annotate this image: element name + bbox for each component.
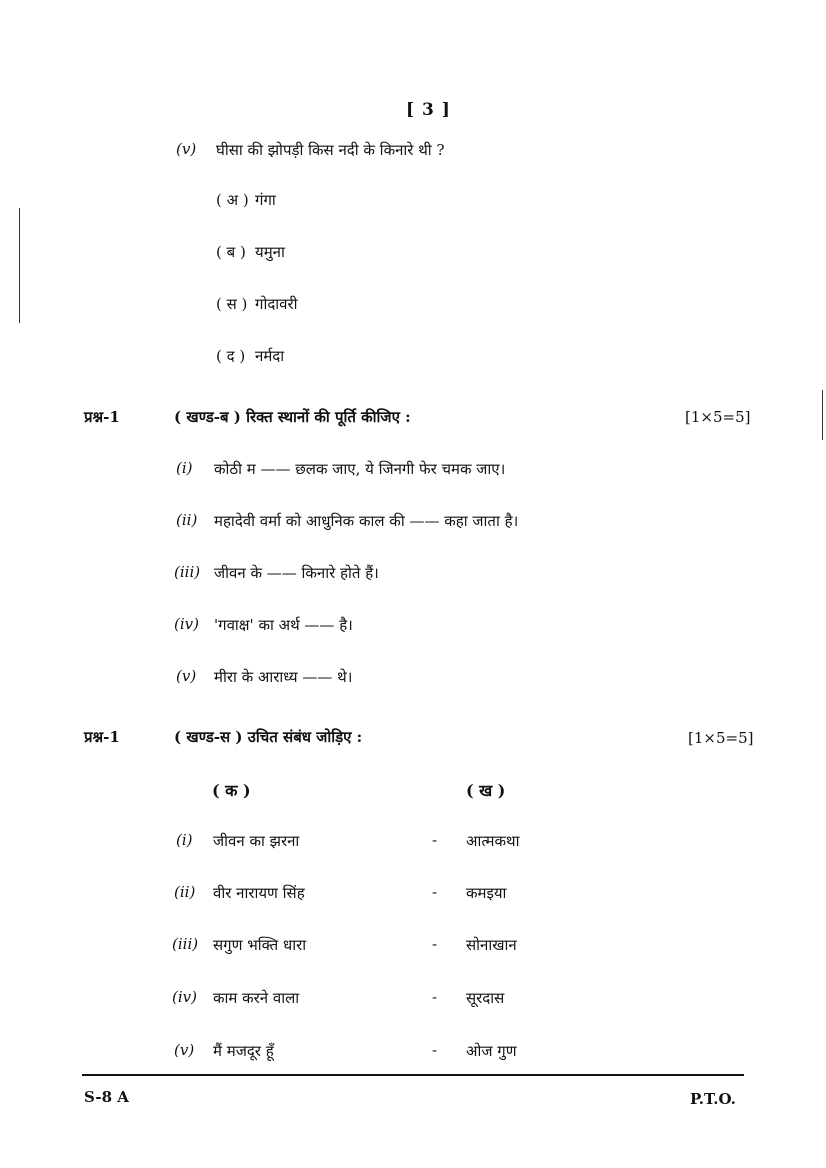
page-number: [ 3 ] [406,100,451,120]
section-b-marks: [1×5=5] [685,408,751,426]
section-b-qlabel: प्रश्न-1 [84,408,120,426]
match-row-dash: - [432,935,438,953]
match-row-left: मैं मजदूर हूँ [213,1042,274,1060]
match-row-number: (iii) [172,935,199,953]
section-b-title: ( खण्ड-ब ) रिक्त स्थानों की पूर्ति कीजिए : [174,408,411,426]
column-a-heading: ( क ) [212,781,251,800]
option-text-d: नर्मदा [255,347,285,365]
option-label-d: ( द ) [216,347,246,365]
section-c-qlabel: प्रश्न-1 [84,728,120,746]
match-row-right: सूरदास [466,989,505,1007]
match-row-number: (i) [176,831,193,849]
match-row-left: वीर नारायण सिंह [213,884,305,902]
blank-item-number: (iv) [174,615,199,633]
blank-item-number: (ii) [176,511,198,529]
pto-label: P.T.O. [690,1090,736,1108]
match-row-number: (iv) [172,988,197,1006]
match-row-dash: - [432,831,438,849]
match-row-number: (v) [174,1041,195,1059]
blank-item-number: (i) [176,459,193,477]
option-text-b: यमुना [255,243,285,261]
match-row-right: ओज गुण [466,1042,517,1060]
blank-item-text: जीवन के —— किनारे होते हैं। [214,564,379,582]
blank-item-number: (v) [176,667,197,685]
match-row-left: जीवन का झरना [213,832,300,850]
footer-rule [82,1074,744,1076]
section-c-title: ( खण्ड-स ) उचित संबंध जोड़िए : [174,728,363,746]
match-row-left: सगुण भक्ति धारा [213,936,307,954]
paper-code: S-8 A [84,1088,129,1106]
match-row-left: काम करने वाला [213,989,300,1007]
question-text: घीसा की झोपड़ी किस नदी के किनारे थी ? [216,141,445,159]
match-row-dash: - [432,883,438,901]
blank-item-text: 'गवाक्ष' का अर्थ —— है। [214,616,353,634]
match-row-dash: - [432,1041,438,1059]
match-row-dash: - [432,988,438,1006]
blank-item-text: कोठी म —— छलक जाए, ये जिनगी फेर चमक जाए। [214,460,506,478]
match-row-right: कमइया [466,884,507,902]
match-row-right: सोनाखान [466,936,517,954]
column-b-heading: ( ख ) [466,781,506,800]
question-number: (v) [176,140,197,158]
option-text-c: गोदावरी [255,295,298,313]
blank-item-text: महादेवी वर्मा को आधुनिक काल की —— कहा जाता है। [214,512,519,530]
scan-edge-line [19,208,20,323]
option-label-a: ( अ ) [216,191,249,209]
scan-edge-line-right [822,390,823,440]
blank-item-number: (iii) [174,563,201,581]
section-c-marks: [1×5=5] [688,729,754,747]
option-text-a: गंगा [255,191,276,209]
match-row-number: (ii) [174,883,196,901]
match-row-right: आत्मकथा [466,832,520,850]
blank-item-text: मीरा के आराध्य —— थे। [214,668,353,686]
option-label-b: ( ब ) [216,243,246,261]
option-label-c: ( स ) [216,295,248,313]
